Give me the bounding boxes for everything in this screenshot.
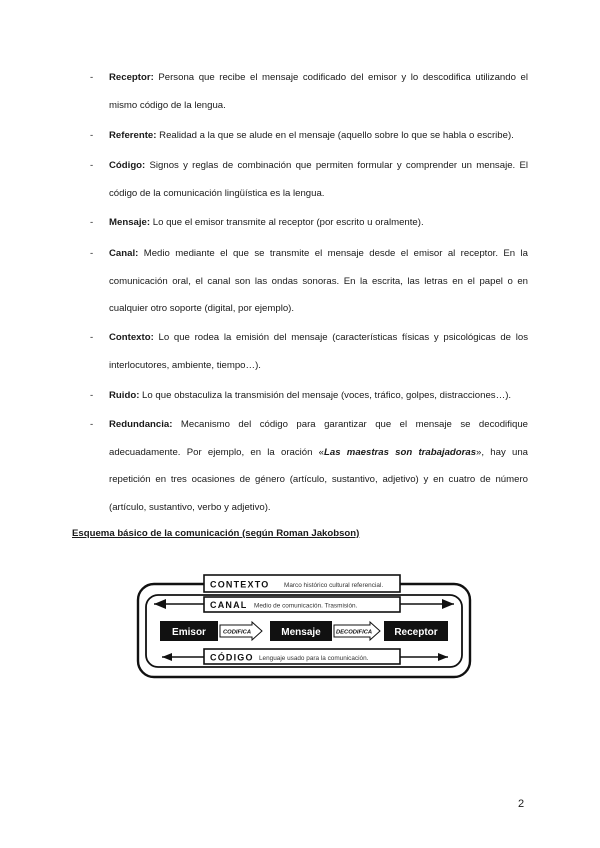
term-separator: : — [142, 160, 146, 171]
decodifica-label: DECODIFICA — [336, 629, 373, 636]
definition-mensaje: Lo que el emisor transmite al receptor (por escrito u oralmente). — [150, 217, 424, 228]
definition-codigo: Signos y reglas de combinación que permiten formular y comprender un mensaje. El código de la comunicación lingüística es la lengua. — [109, 160, 528, 199]
contexto-label: CONTEXTO — [210, 579, 270, 590]
definition-canal: Medio mediante el que se transmite el mensaje desde el emisor al receptor. En la comunicación oral, el canal son las ondas sonoras. En la escrita, las letras en el papel o en cualquier otro soporte (digital, por ejemplo). — [109, 248, 528, 314]
list-item-contexto — [92, 324, 528, 379]
term-redundancia: Redundancia — [109, 419, 170, 430]
term-receptor: Receptor — [109, 72, 151, 83]
codifica-label: CODIFICA — [223, 629, 252, 636]
list-item-canal — [92, 240, 528, 323]
bullet-dash: - — [90, 419, 94, 430]
bullet-dash: - — [90, 332, 94, 343]
term-separator: : — [136, 390, 140, 401]
list-item-redundancia — [92, 411, 528, 521]
definition-referente: Realidad a la que se alude en el mensaje (aquello sobre lo que se habla o escribe). — [156, 130, 514, 141]
term-ruido: Ruido — [109, 390, 137, 401]
bullet-dash: - — [90, 160, 94, 171]
term-codigo: Código — [109, 160, 143, 171]
term-contexto: Contexto — [109, 332, 151, 343]
bullet-dash: - — [90, 217, 94, 228]
list-item-referente — [92, 122, 528, 150]
bullet-dash: - — [90, 130, 94, 141]
list-item-codigo — [92, 152, 528, 207]
term-separator: : — [150, 332, 154, 343]
section-heading: Esquema básico de la comunicación (según Roman Jakobson) — [72, 528, 360, 539]
bullet-dash: - — [90, 72, 94, 83]
definition-ruido: Lo que obstaculiza la transmisión del mensaje (voces, tráfico, golpes, distracciones…). — [139, 390, 512, 401]
term-separator: : — [150, 72, 154, 83]
codigo-label: CÓDIGO — [210, 652, 254, 663]
term-mensaje: Mensaje — [109, 217, 147, 228]
definition-contexto: Lo que rodea la emisión del mensaje (características físicas y psicológicas de los interlocutores, ambiente, tiempo…). — [109, 332, 528, 371]
codigo-arrow-right-icon — [438, 653, 448, 661]
bullet-dash: - — [90, 248, 94, 259]
definition-redundancia-part2: », hay una repetición en tres ocasiones de género (artículo, sustantivo, adjetivo) y en cuatro de número (artículo, sustantivo, verbo y adjetivo). — [109, 446, 528, 513]
list-item-mensaje — [92, 209, 528, 237]
codigo-arrow-left-icon — [162, 653, 172, 661]
canal-arrow-left-icon — [154, 599, 166, 609]
term-referente: Referente — [109, 130, 154, 141]
definition-redundancia-part1: Mecanismo del código para garantizar que el mensaje se decodifique adecuadamente. Por ejemplo, en la oración « — [109, 419, 528, 458]
definition-receptor: Persona que recibe el mensaje codificado del emisor y lo descodifica utilizando el mismo código de la lengua. — [109, 72, 528, 111]
term-separator: : — [169, 419, 173, 430]
list-item-ruido — [92, 382, 528, 410]
page-number: 2 — [518, 798, 525, 810]
canal-description: Medio de comunicación. Trasmisión. — [254, 602, 358, 610]
jakobson-diagram — [136, 573, 472, 679]
term-separator: : — [146, 217, 151, 228]
canal-label: CANAL — [210, 600, 248, 610]
term-separator: : — [153, 130, 157, 141]
canal-arrow-right-icon — [442, 599, 454, 609]
list-item-receptor — [92, 64, 528, 119]
codigo-description: Lenguaje usado para la comunicación. — [259, 655, 369, 662]
contexto-description: Marco histórico cultural referencial. — [284, 582, 384, 589]
bullet-dash: - — [90, 390, 94, 401]
example-sentence: Las maestras son trabajadoras — [324, 446, 477, 458]
mensaje-label: Mensaje — [281, 627, 321, 638]
emisor-label: Emisor — [172, 627, 206, 638]
term-separator: : — [135, 248, 139, 259]
receptor-label: Receptor — [394, 627, 438, 638]
term-canal: Canal — [109, 248, 136, 259]
